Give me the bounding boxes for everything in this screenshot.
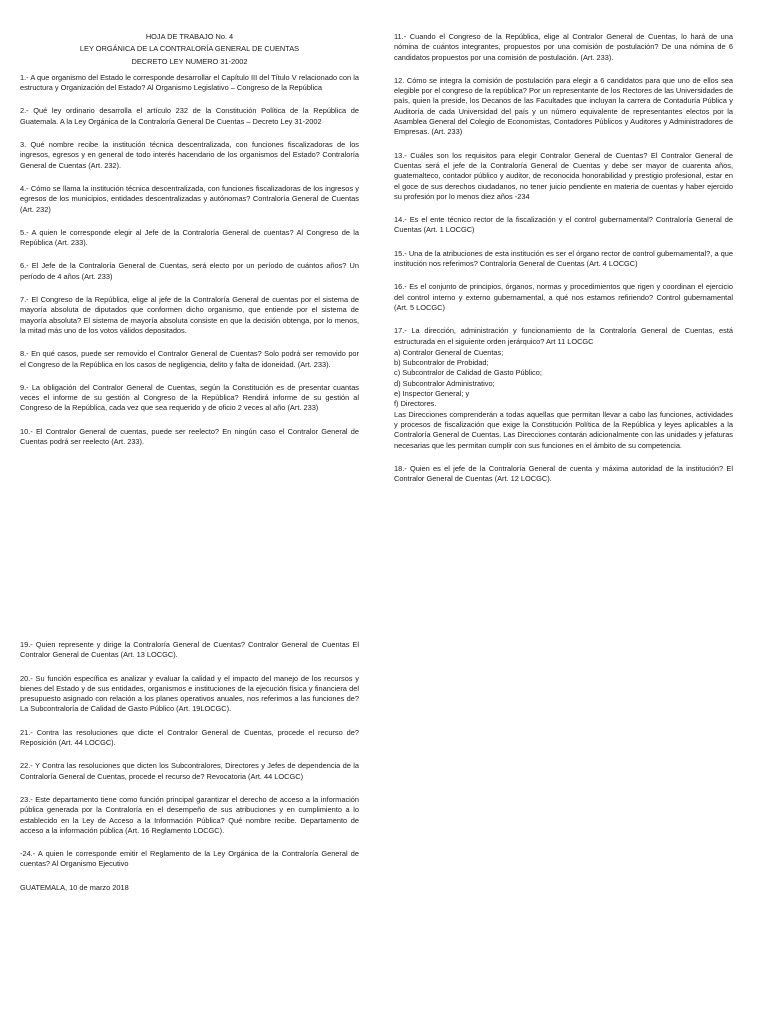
question-8: 8.- En qué casos, puede ser removido el Contralor General de Cuentas? Solo podrá ser removido por el Congreso de la República en los casos de negligencia, delito y falta de idoneidad. (Art. 233). bbox=[20, 349, 359, 369]
question-23: 23.- Este departamento tiene como función principal garantizar el derecho de acceso a la información pública generada por la Contraloría en el desempeño de sus atribuciones y en cumplimiento a lo establecido en la Ley de Acceso a la Información Pública? Qué nombre recibe. Departamento de acceso a la información pública (Art. 16 Reglamento LOCGC). bbox=[20, 794, 359, 835]
header-law: LEY ORGÁNICA DE LA CONTRALORÍA GENERAL DE CUENTAS bbox=[79, 44, 300, 54]
hierarchy-list bbox=[394, 348, 733, 410]
question-20: 20.- Su función específica es analizar y evaluar la calidad y el impacto del manejo de los recursos y bienes del Estado y de sus entidades, organismos e instituciones de la ejecución física y financiera del presupuesto asignado con relación a los planes operativos anuales, nos referimos a las funciones de? La Subcontraloría de Calidad de Gasto Público (Art. 19LOCGC). bbox=[20, 673, 359, 714]
question-9: 9.- La obligación del Contralor General de Cuentas, según la Constitución es de presentar cuantas veces el informe de su gestión al Congreso de la República? Rendirá informe de su gestión al Congreso de la República, cada vez que sea requerido y de oficio 2 veces al año (Art. 233) bbox=[20, 382, 359, 413]
list-item: d) Subcontralor Administrativo; bbox=[394, 378, 495, 388]
header-title: HOJA DE TRABAJO No. 4 bbox=[145, 32, 234, 41]
question-2: 2.- Qué ley ordinario desarrolla el artículo 232 de la Constitución Política de la República de Guatemala. A la Ley Orgánica de la Contraloría General De Cuentas – Decreto Ley 31-2002 bbox=[20, 106, 359, 126]
header-decree: DECRETO LEY NUMERO 31-2002 bbox=[131, 56, 248, 66]
question-24: -24.- A quien le corresponde emitir el Reglamento de la Ley Orgánica de la Contraloría General de cuentas? Al Organismo Ejecutivo bbox=[20, 849, 359, 869]
question-17-intro: 17.- La dirección, administración y funcionamiento de la Contraloría General de Cuentas, está estructurada en el siguiente orden jerárquico? Art 11 LOCGC bbox=[394, 326, 733, 346]
question-16: 16.- Es el conjunto de principios, órganos, normas y procedimientos que rigen y coordinan el ejercicio del control interno y externo gubernamental, a qué nos estamos refiriendo? Control gubernamental (Art. 5 LOCGC) bbox=[394, 282, 733, 312]
question-10: 10.- El Contralor General de cuentas, puede ser reelecto? En ningún caso el Contralor General de Cuentas podrá ser reelecto (Art. 233). bbox=[20, 426, 359, 447]
bottom-column bbox=[20, 640, 359, 893]
list-item: c) Subcontralor de Calidad de Gasto Público; bbox=[394, 368, 542, 378]
question-22: 22.- Y Contra las resoluciones que dicten los Subcontralores, Directores y Jefes de dependencia de la Contraloría General de Cuentas, procede el recurso de? Revocatoria (Art. 44 LOCGC) bbox=[20, 761, 359, 781]
question-6: 6.- El Jefe de la Contraloría General de Cuentas, será electo por un período de cuántos años? Un período de 4 años (Art. 233) bbox=[20, 261, 359, 281]
date-footer: GUATEMALA, 10 de marzo 2018 bbox=[20, 882, 129, 892]
question-12: 12. Cómo se integra la comisión de postulación para elegir a 6 candidatos para que uno de ellos sea elegible por el congreso de la república? Por un representante de los Rectores de las Universidades de país, quien la preside, los Decanos de las Facultades que incluyan la carrera de Contaduría Pública y Auditoría de cada Universidad del país y un número equivalente de representantes electos por la Asamblea General del Colegio de Economistas, Contadores Públicos y Auditores y Administradores de Empresas. (Art. 233) bbox=[394, 75, 733, 137]
question-15: 15.- Una de la atribuciones de esta institución es ser el órgano rector de control gubernamental?, a que institución nos referimos? Contraloría General de Cuentas (Art. 4 LOCGC) bbox=[394, 248, 733, 269]
question-7: 7.- El Congreso de la República, elige al jefe de la Contraloría General de cuentas por el sistema de mayoría absoluta de diputados que conformen dicho organismo, que entiende por el sistema de mayoría absoluta? El sistema de mayoría absoluta consiste en que la decisión obtenga, por lo menos, la mitad más uno de los votos válidos depositados. bbox=[20, 295, 359, 335]
question-21: 21.- Contra las resoluciones que dicte el Contralor General de Cuentas, procede el recurso de? Reposición (Art. 44 LOCGC). bbox=[20, 727, 359, 748]
left-column bbox=[20, 32, 359, 460]
question-5: 5.- A quien le corresponde elegir al Jefe de la Contraloría General de cuentas? Al Congreso de la República (Art. 233). bbox=[20, 227, 359, 248]
question-4: 4.- Cómo se llama la institución técnica descentralizada, con funciones fiscalizadoras de los ingresos y egresos de los municipios, entidades descentralizadas y autónomas? Contraloría General de Cuentas (Art. 232) bbox=[20, 183, 359, 214]
question-19: 19.- Quien represente y dirige la Contraloría General de Cuentas? Contralor General de Cuentas El Contralor General de Cuentas (Art. 13 LOCGC). bbox=[20, 640, 359, 660]
list-item: e) Inspector General; y bbox=[394, 389, 470, 399]
question-3: 3. Qué nombre recibe la institución técnica descentralizada, con funciones fiscalizadoras de los ingresos, egresos y en general de todo interés hacendario de los organismos del Estado? Contraloría General de Cuentas (Art. 232). bbox=[20, 140, 359, 170]
list-item: f) Directores. bbox=[394, 399, 437, 409]
question-14: 14.- Es el ente técnico rector de la fiscalización y el control gubernamental? Contraloría General de Cuentas (Art. 1 LOCGC) bbox=[394, 215, 733, 235]
question-11: 11.- Cuando el Congreso de la República, elige al Contralor General de Cuentas, lo hará de una nómina de cuántos integrantes, propuestos por una comisión de postulación? De una nómina de 6 candidatos propuestos por una comisión de postulación. (Art. 233). bbox=[394, 32, 733, 62]
question-18: 18.- Quien es el jefe de la Contraloría General de cuenta y máxima autoridad de la institución? El Contralor General de Cuentas (Art. 12 LOCGC). bbox=[394, 463, 733, 484]
right-column bbox=[394, 32, 733, 497]
list-item: b) Subcontralor de Probidad; bbox=[394, 358, 489, 368]
question-1: 1.- A que organismo del Estado le corresponde desarrollar el Capítulo III del Título V relacionado con la estructura y Organización del Estado? Al Organismo Legislativo – Congreso de la República bbox=[20, 72, 359, 93]
question-13: 13.- Cuáles son los requisitos para elegir Contralor General de Cuentas? El Contralor General de Cuentas será el jefe de la Contraloría General de Cuentas y debe ser mayor de cuarenta años, guatemalteco, contador público y auditor, de reconocida honorabilidad y prestigio profesional, estar en el goce de sus derechos ciudadanos, no tener juicio pendiente en materia de cuentas y haber ejercido su profesión por lo menos diez años -234 bbox=[394, 150, 733, 201]
question-17-tail: Las Direcciones comprenderán a todas aquellas que permitan llevar a cabo las funciones, actividades y procesos de fiscalización que exige la Constitución Política de la República y leyes aplicables a la Contraloría General de Cuentas. Las Direcciones contarán adicionalmente con las unidades y jefaturas necesarias que les permitan cumplir con sus funciones en el ámbito de su competencia. bbox=[394, 409, 733, 450]
list-item: a) Contralor General de Cuentas; bbox=[394, 347, 504, 357]
document-header bbox=[20, 32, 359, 67]
